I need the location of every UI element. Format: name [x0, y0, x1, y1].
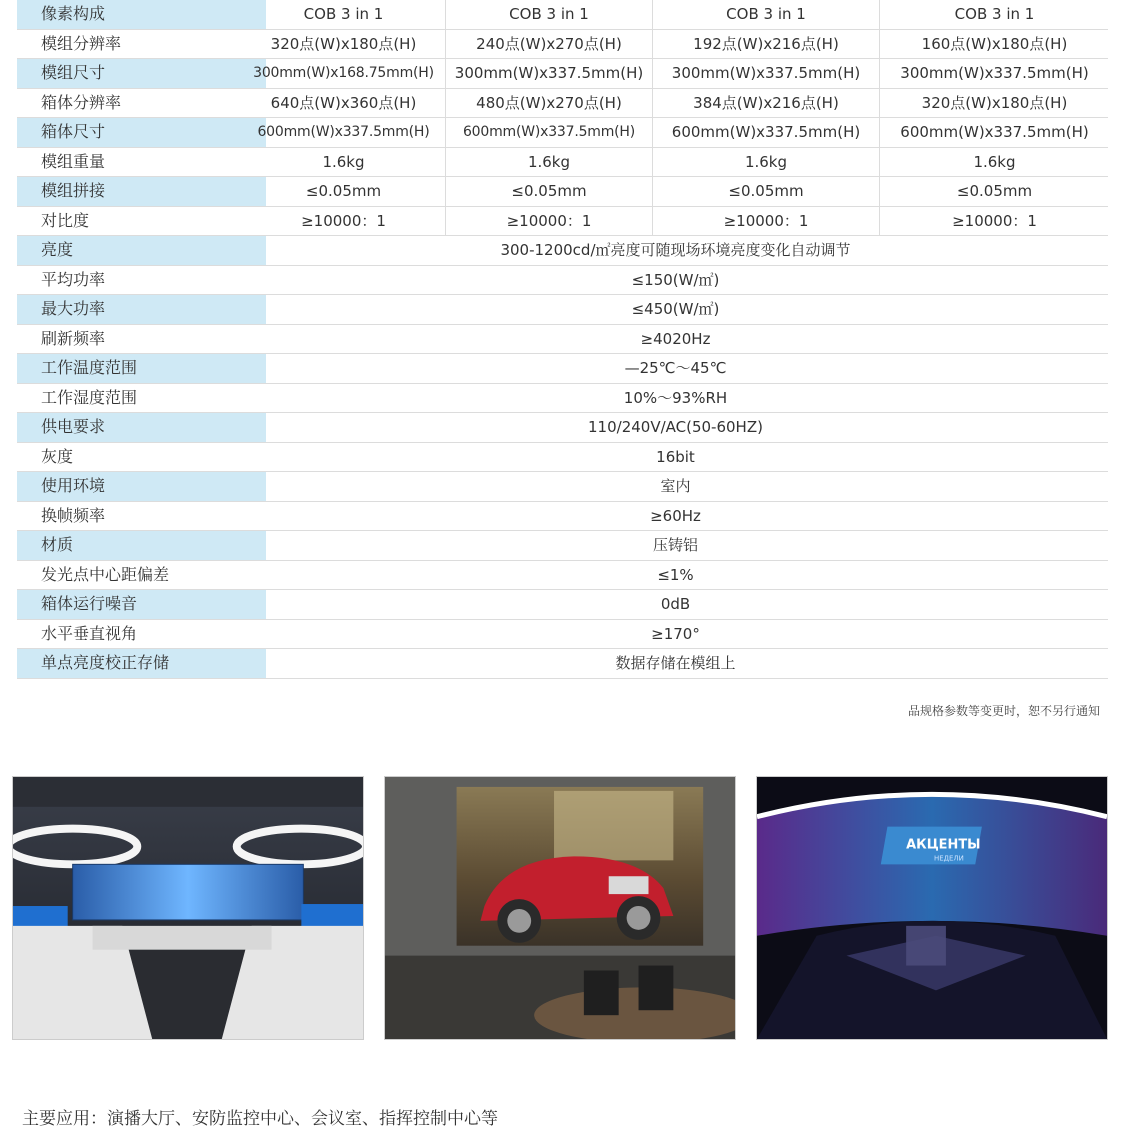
- table-cell: 压铸铝: [652, 536, 698, 554]
- table-cell: 1.6kg: [445, 148, 652, 177]
- row-label: 单点亮度校正存储: [17, 649, 266, 678]
- row-label: 发光点中心距偏差: [17, 561, 266, 590]
- table-cell: 160点(W)x180点(H): [879, 30, 1109, 59]
- row-label: 模组尺寸: [17, 59, 266, 88]
- table-cell: 300mm(W)x337.5mm(H): [879, 59, 1109, 88]
- table-cell: 数据存储在模组上: [615, 654, 736, 672]
- table-cell: ≤0.05mm: [879, 177, 1109, 206]
- table-cell: 300mm(W)x168.75mm(H): [253, 65, 434, 81]
- table-row: [17, 443, 1108, 473]
- table-cell: 600mm(W)x337.5mm(H): [879, 118, 1109, 147]
- table-cell: ≥10000：1: [445, 207, 652, 236]
- applications-text: 主要应用：演播大厅、安防监控中心、会议室、指挥控制中心等: [22, 1109, 498, 1129]
- table-cell: 240点(W)x270点(H): [445, 30, 652, 59]
- row-label: 对比度: [17, 207, 266, 236]
- table-cell: 192点(W)x216点(H): [652, 30, 879, 59]
- row-label: 模组分辨率: [17, 30, 266, 59]
- table-cell: 1.6kg: [322, 152, 365, 171]
- table-cell: 320点(W)x180点(H): [879, 89, 1109, 118]
- table-cell: 600mm(W)x337.5mm(H): [257, 124, 430, 140]
- table-cell: ≥170°: [651, 624, 700, 643]
- studio-screen-text: АКЦЕНТЫ: [906, 837, 981, 853]
- spec-table: [17, 0, 1108, 679]
- table-cell: ≥10000：1: [879, 207, 1109, 236]
- table-cell: 16bit: [656, 447, 695, 466]
- table-row: [17, 0, 1108, 30]
- table-row: [17, 354, 1108, 384]
- table-cell: 300-1200cd/㎡亮度可随现场环境亮度变化自动调节: [500, 241, 851, 259]
- row-label: 工作温度范围: [17, 354, 266, 383]
- row-label: 最大功率: [17, 295, 266, 324]
- table-cell: —25℃～45℃: [624, 359, 727, 377]
- table-cell: ≥4020Hz: [640, 329, 711, 348]
- row-label: 水平垂直视角: [17, 620, 266, 649]
- table-cell: 640点(W)x360点(H): [270, 93, 417, 112]
- footnote: 品规格参数等变更时，恕不另行通知: [907, 704, 1100, 718]
- table-cell: ≤0.05mm: [652, 177, 879, 206]
- broadcast-studio-photo: [756, 776, 1108, 1040]
- row-label: 箱体运行噪音: [17, 590, 266, 619]
- table-cell: 300mm(W)x337.5mm(H): [652, 59, 879, 88]
- table-row: [17, 413, 1108, 443]
- row-label: 刷新频率: [17, 325, 266, 354]
- table-cell: COB 3 in 1: [303, 5, 384, 23]
- table-cell: COB 3 in 1: [879, 0, 1109, 29]
- row-label: 模组拼接: [17, 177, 266, 206]
- table-row: [17, 207, 1108, 237]
- table-cell: ≥60Hz: [650, 506, 701, 525]
- table-cell: 384点(W)x216点(H): [652, 89, 879, 118]
- table-cell: 1.6kg: [879, 148, 1109, 177]
- table-row: [17, 384, 1108, 414]
- table-cell: 0dB: [660, 595, 691, 613]
- row-label: 供电要求: [17, 413, 266, 442]
- table-row: [17, 30, 1108, 60]
- meeting-room-photo: [384, 776, 736, 1040]
- table-cell: ≤0.05mm: [445, 177, 652, 206]
- table-row: [17, 266, 1108, 296]
- row-label: 箱体分辨率: [17, 89, 266, 118]
- table-row: [17, 295, 1108, 325]
- table-cell: 1.6kg: [652, 148, 879, 177]
- table-row: [17, 649, 1108, 679]
- row-label: 平均功率: [17, 266, 266, 295]
- control-room-photo: [12, 776, 364, 1040]
- table-cell: 600mm(W)x337.5mm(H): [652, 118, 879, 147]
- row-label: 亮度: [17, 236, 266, 265]
- row-label: 灰度: [17, 443, 266, 472]
- table-cell: ≥10000：1: [301, 211, 386, 230]
- studio-screen-subtext: НЕДЕЛИ: [933, 854, 964, 863]
- table-cell: 480点(W)x270点(H): [445, 89, 652, 118]
- table-cell: 300mm(W)x337.5mm(H): [445, 59, 652, 88]
- table-row: [17, 561, 1108, 591]
- table-row: [17, 472, 1108, 502]
- table-row: [17, 148, 1108, 178]
- table-cell: 10%～93%RH: [623, 388, 728, 407]
- table-cell: ≤150(W/㎡): [631, 270, 720, 289]
- row-label: 换帧频率: [17, 502, 266, 531]
- row-label: 箱体尺寸: [17, 118, 266, 147]
- table-cell: 110/240V/AC(50-60HZ): [588, 418, 763, 436]
- row-label: 使用环境: [17, 472, 266, 501]
- table-row: [17, 325, 1108, 355]
- table-cell: COB 3 in 1: [652, 0, 879, 29]
- table-cell: 320点(W)x180点(H): [270, 34, 417, 53]
- table-cell: ≥10000：1: [652, 207, 879, 236]
- table-row: [17, 236, 1108, 266]
- table-row: [17, 620, 1108, 650]
- table-cell: COB 3 in 1: [445, 0, 652, 29]
- table-cell: ≤450(W/㎡): [631, 300, 720, 318]
- table-row: [17, 502, 1108, 532]
- table-row: [17, 531, 1108, 561]
- row-label: 工作湿度范围: [17, 384, 266, 413]
- table-row: [17, 89, 1108, 119]
- row-label: 模组重量: [17, 148, 266, 177]
- row-label: 像素构成: [17, 0, 266, 29]
- row-label: 材质: [17, 531, 266, 560]
- table-cell: 600mm(W)x337.5mm(H): [445, 118, 652, 147]
- table-row: [17, 590, 1108, 620]
- table-cell: ≤1%: [657, 565, 694, 584]
- table-cell: 室内: [660, 477, 691, 495]
- table-row: [17, 59, 1108, 89]
- table-row: [17, 118, 1108, 148]
- table-row: [17, 177, 1108, 207]
- table-cell: ≤0.05mm: [305, 182, 382, 200]
